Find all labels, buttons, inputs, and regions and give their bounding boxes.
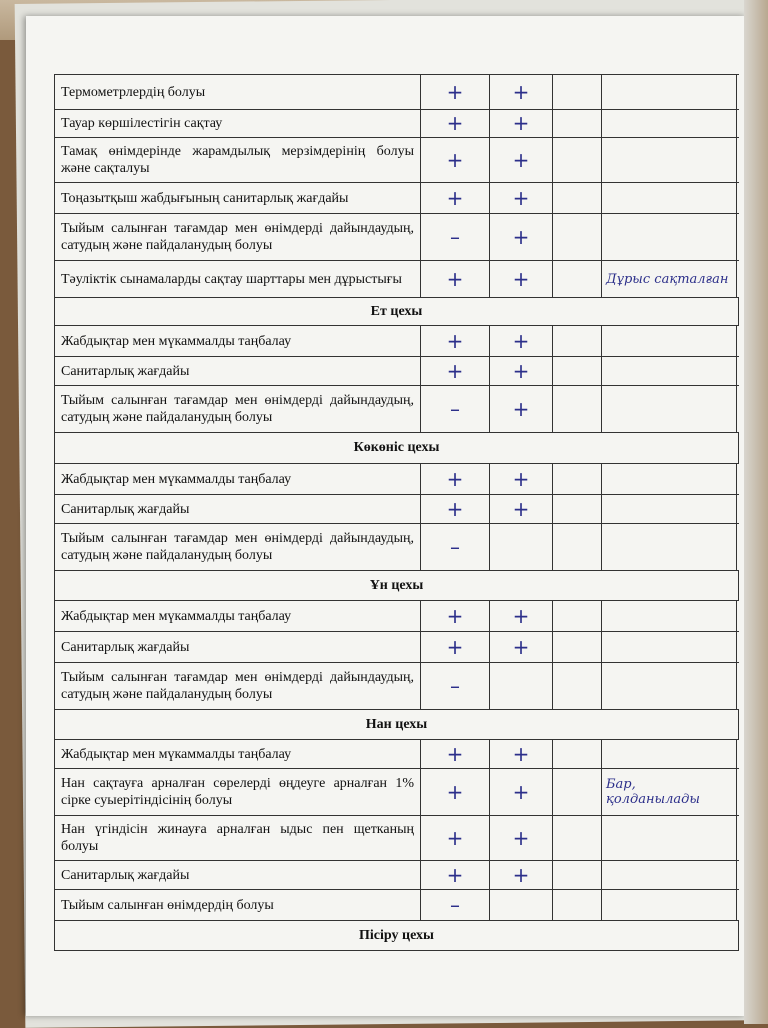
table-row [55,75,739,110]
handwritten-note-cell [602,183,737,213]
handwritten-note-cell [602,816,737,860]
mark-cell-2: + [490,495,553,523]
table-row [55,524,739,571]
handwritten-note-cell [602,861,737,889]
criterion-cell: Жабдықтар мен мүкаммалды таңбалау [55,740,421,768]
handwritten-note-cell: Дұрыс сақталған [602,261,737,297]
mark-cell-1: + [421,75,490,109]
table-row [55,663,739,710]
handwritten-note-cell [602,110,737,137]
criterion-cell: Жабдықтар мен мүкаммалды таңбалау [55,326,421,356]
empty-cell [553,861,602,889]
mark-cell-2: + [490,861,553,889]
criterion-cell: Тыйым салынған тағамдар мен өнімдерді дайындаудың, сатудың және пайдаланудың болуы [55,214,421,260]
mark-cell-2: + [490,357,553,385]
empty-cell [553,632,602,662]
empty-cell [553,464,602,494]
handwritten-note-cell [602,740,737,768]
table-row [55,464,739,495]
handwritten-note-cell [602,357,737,385]
table-row [55,183,739,214]
table-row [55,601,739,632]
mark-cell-1: + [421,326,490,356]
criterion-cell: Тыйым салынған тағамдар мен өнімдерді дайындаудың, сатудың және пайдаланудың болуы [55,386,421,432]
handwritten-note-cell [602,663,737,709]
page-edge [744,0,768,1024]
table-row [55,769,739,816]
mark-cell-1: – [421,663,490,709]
mark-cell-1: + [421,769,490,815]
empty-cell [553,261,602,297]
mark-cell-1: + [421,138,490,182]
handwritten-note-cell [602,386,737,432]
mark-cell-2: + [490,75,553,109]
empty-cell [553,740,602,768]
empty-cell [553,214,602,260]
criterion-cell: Тамақ өнімдерінде жарамдылық мерзімдерінің болуы және сақталуы [55,138,421,182]
mark-cell-2: + [490,138,553,182]
criterion-cell: Санитарлық жағдайы [55,861,421,889]
empty-cell [553,138,602,182]
table-row [55,326,739,357]
table-row [55,261,739,298]
mark-cell-1: – [421,386,490,432]
mark-cell-1: + [421,861,490,889]
criterion-cell: Санитарлық жағдайы [55,357,421,385]
criterion-cell: Жабдықтар мен мүкаммалды таңбалау [55,464,421,494]
empty-cell [553,769,602,815]
section-header: Ұн цехы [55,571,739,601]
handwritten-note-cell [602,524,737,570]
mark-cell-2: + [490,601,553,631]
mark-cell-1: – [421,214,490,260]
handwritten-note-cell [602,326,737,356]
table-row [55,386,739,433]
criterion-cell: Тоңазытқыш жабдығының санитарлық жағдайы [55,183,421,213]
empty-cell [553,326,602,356]
mark-cell-1: + [421,110,490,137]
criterion-cell: Тыйым салынған өнімдердің болуы [55,890,421,920]
handwritten-note-cell [602,601,737,631]
table-row [55,890,739,921]
criterion-cell: Тыйым салынған тағамдар мен өнімдерді дайындаудың, сатудың және пайдаланудың болуы [55,524,421,570]
criterion-cell: Жабдықтар мен мүкаммалды таңбалау [55,601,421,631]
table-row [55,740,739,769]
mark-cell-2: + [490,816,553,860]
empty-cell [553,816,602,860]
criterion-cell: Тыйым салынған тағамдар мен өнімдерді дайындаудың, сатудың және пайдаланудың болуы [55,663,421,709]
mark-cell-1: + [421,601,490,631]
criterion-cell: Санитарлық жағдайы [55,632,421,662]
empty-cell [553,601,602,631]
table-row [55,861,739,890]
mark-cell-2: + [490,261,553,297]
empty-cell [553,890,602,920]
mark-cell-2: + [490,632,553,662]
section-header: Ет цехы [55,298,739,326]
mark-cell-1: + [421,816,490,860]
table-row [55,495,739,524]
criterion-cell: Нан үгіндісін жинауға арналған ыдыс пен щетканың болуы [55,816,421,860]
mark-cell-2: + [490,183,553,213]
table-row [55,816,739,861]
table-row [55,632,739,663]
handwritten-note-cell [602,75,737,109]
criterion-cell: Нан сақтауға арналған сөрелерді өңдеуге арналған 1% сірке суыерітіндісінің болуы [55,769,421,815]
table-row [55,138,739,183]
empty-cell [553,75,602,109]
mark-cell-2: + [490,740,553,768]
table-row [55,110,739,138]
mark-cell-2: + [490,464,553,494]
criterion-cell: Санитарлық жағдайы [55,495,421,523]
empty-cell [553,386,602,432]
mark-cell-1: – [421,890,490,920]
mark-cell-1: + [421,183,490,213]
mark-cell-2: + [490,386,553,432]
mark-cell-1: + [421,357,490,385]
mark-cell-1: + [421,464,490,494]
table-row [55,357,739,386]
handwritten-note-cell: Бар, қолданылады [602,769,737,815]
table-row [55,214,739,261]
mark-cell-2 [490,524,553,570]
empty-cell [553,357,602,385]
mark-cell-2: + [490,769,553,815]
section-header: Көкөніс цехы [55,433,739,464]
empty-cell [553,110,602,137]
mark-cell-1: + [421,495,490,523]
mark-cell-2: + [490,214,553,260]
empty-cell [553,183,602,213]
handwritten-note-cell [602,890,737,920]
mark-cell-2 [490,663,553,709]
handwritten-note-cell [602,495,737,523]
section-header: Пісіру цехы [55,921,739,951]
handwritten-note-cell [602,214,737,260]
handwritten-note-cell [602,138,737,182]
criterion-cell: Тәуліктік сынамаларды сақтау шарттары мен дұрыстығы [55,261,421,297]
mark-cell-1: + [421,740,490,768]
mark-cell-1: + [421,261,490,297]
criterion-cell: Термометрлердің болуы [55,75,421,109]
criterion-cell: Тауар көршілестігін сақтау [55,110,421,137]
empty-cell [553,663,602,709]
mark-cell-2 [490,890,553,920]
mark-cell-1: – [421,524,490,570]
empty-cell [553,524,602,570]
mark-cell-2: + [490,326,553,356]
handwritten-note-cell [602,632,737,662]
mark-cell-2: + [490,110,553,137]
mark-cell-1: + [421,632,490,662]
empty-cell [553,495,602,523]
inspection-checklist-table [54,74,739,951]
section-header: Нан цехы [55,710,739,740]
handwritten-note-cell [602,464,737,494]
